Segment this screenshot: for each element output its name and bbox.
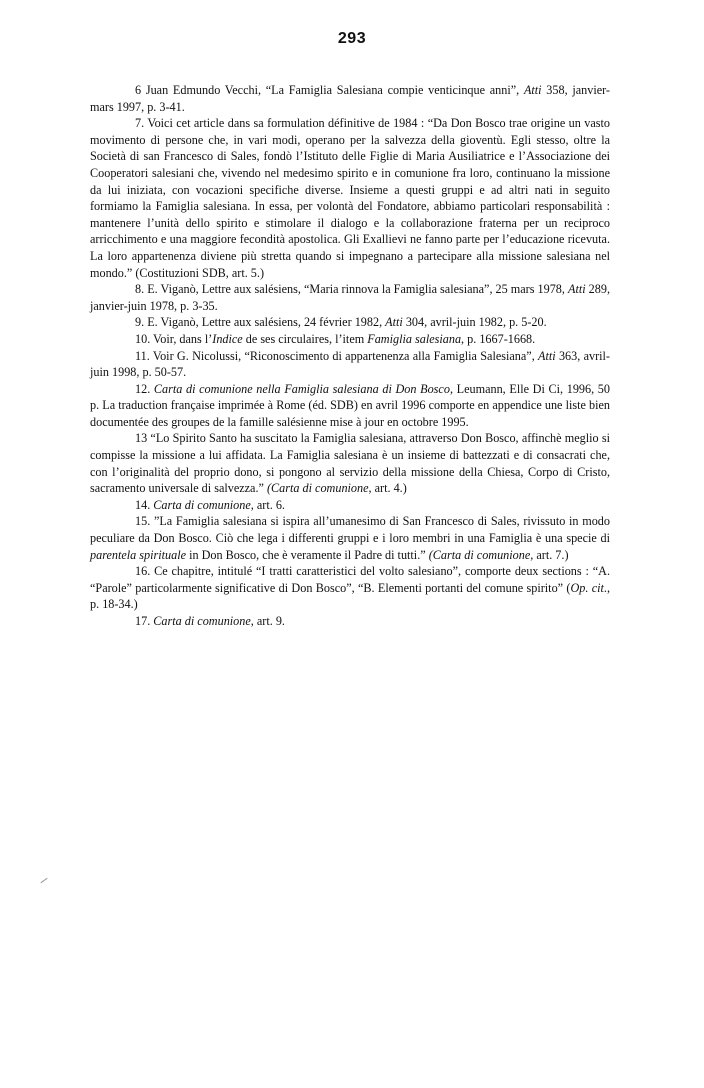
italic-text: Atti bbox=[523, 83, 542, 97]
endnote-9 bbox=[90, 314, 610, 331]
note-text: 289, janvier-juin 1978, p. 3-35. bbox=[90, 282, 611, 313]
endnote-8 bbox=[90, 281, 610, 314]
italic-text: Indice bbox=[212, 331, 243, 346]
note-text: , p. 1667-1668. bbox=[461, 331, 536, 346]
note-text: art. 6. bbox=[253, 497, 285, 512]
endnote-17 bbox=[90, 613, 610, 630]
note-text: , art. 7.) bbox=[530, 547, 569, 562]
italic-text: Carta di comunione nella Famiglia salesiana di Don Bosco bbox=[153, 381, 450, 396]
italic-text: (Carta di comunione bbox=[428, 547, 531, 562]
note-text: 17. bbox=[135, 614, 154, 628]
note-text: 7. Voici cet article dans sa formulation définitive de 1984 : “Da Don Bosco trae origine un vasto movimento di persone che, in vari modi, operano per la salvezza della gioventù. Egli stesso, oltre la Società di san Francesco di Sales, fondò l’Istituto delle Figlie di Maria Ausiliatrice e l’Associazione dei Cooperatori salesiani che, vivendo nel medesimo spirito e in comunione fra loro, continuano la missione da lui iniziata, con vocazioni specifiche diverse. Insieme a questi gruppi e ad altri nati in seguito formiamo la Famiglia salesiana. In essa, per volontà del Fondatore, abbiamo particolari responsabilità : mantenere l’unità dello spirito e stimolare il dialogo e la collaborazione fraterna per un reciproco arricchimento e una maggiore fecondità apostolica. Gli Exallievi ne fanno parte per l’educazione ricevuta. La loro appartenenza diviene più stretta quando si impegnano a partecipare alla missione salesiana nel mondo.” (Costituzioni SDB, art. 5.) bbox=[90, 116, 610, 280]
note-text: , art. 4.) bbox=[368, 481, 407, 496]
italic-text: Carta di comunione bbox=[153, 614, 251, 628]
note-text: 10. Voir, dans l’ bbox=[135, 331, 213, 346]
endnote-14 bbox=[90, 497, 610, 514]
endnote-11 bbox=[90, 348, 610, 381]
italic-text: Carta di comunione, bbox=[153, 497, 254, 512]
page-number: 293 bbox=[337, 30, 367, 47]
note-text: , art. 9. bbox=[250, 614, 285, 628]
note-text: 304, avril-juin 1982, p. 5-20. bbox=[402, 315, 547, 330]
note-text: 9. E. Viganò, Lettre aux salésiens, 24 février 1982, bbox=[135, 315, 386, 330]
note-text: ., p. 18-34.) bbox=[90, 580, 610, 612]
note-text: 363, avril-juin 1998, p. 50-57. bbox=[90, 348, 610, 380]
endnote-13 bbox=[90, 430, 610, 496]
note-text: 8. E. Viganò, Lettre aux salésiens, “Maria rinnova la Famiglia salesiana”, 25 mars 1978, bbox=[135, 282, 569, 297]
italic-text: parentela spirituale bbox=[90, 547, 187, 562]
note-text: de ses circulaires, l’item bbox=[242, 331, 368, 346]
endnote-16 bbox=[90, 563, 610, 613]
italic-text: Atti bbox=[538, 348, 556, 363]
italic-text: Atti bbox=[568, 282, 586, 297]
note-text: 16. Ce chapitre, intitulé “I tratti caratteristici del volto salesiano”, comporte deux sections : “A. “Parole” particolarmente significative di Don Bosco”, “B. Elementi portanti del comune spirito” ( bbox=[90, 564, 610, 595]
note-text: 358, janvier-mars 1997, p. 3-41. bbox=[90, 83, 610, 114]
endnote-15 bbox=[90, 513, 610, 563]
endnote-6 bbox=[90, 82, 610, 115]
endnote-7 bbox=[90, 115, 610, 281]
endnote-10 bbox=[90, 331, 610, 348]
note-text: 15. ”La Famiglia salesiana si ispira all’umanesimo di San Francesco di Sales, rivissuto in modo peculiare da Don Bosco. Ciò che lega i differenti gruppi e i loro membri in una Famiglia è una specie di bbox=[90, 514, 610, 546]
note-text: 12. bbox=[135, 381, 154, 396]
note-text: 6 Juan Edmundo Vecchi, “La Famiglia Salesiana compie venticinque anni”, bbox=[135, 83, 524, 97]
endnotes-list bbox=[90, 82, 610, 630]
endnote-12 bbox=[90, 381, 610, 431]
stray-pen-mark bbox=[40, 878, 47, 883]
italic-text: Atti bbox=[385, 315, 403, 330]
note-text: 13 “Lo Spirito Santo ha suscitato la Famiglia salesiana, attraverso Don Bosco, affinchè meglio si compisse la missione a lui affidata. La Famiglia salesiana è un insieme di battezzati e di consacrati che, con l’originalità del proprio dono, si pongono al servizio della missione della Chiesa, Corpo di Cristo, sacramento universale di salvezza.” bbox=[90, 431, 610, 496]
note-text: , Leumann, Elle Di Ci, 1996, 50 p. La traduction française imprimée à Rome (éd. SDB) en avril 1996 comporte en appendice une liste bien documentée des groupes de la famille salésienne mise à jour en octobre 1995. bbox=[90, 381, 610, 429]
note-text: in Don Bosco, che è veramente il Padre di tutti.” bbox=[186, 547, 429, 562]
italic-text: Op. cit bbox=[570, 580, 604, 595]
note-text: 11. Voir G. Nicolussi, “Riconoscimento di appartenenza alla Famiglia Salesiana”, bbox=[135, 348, 539, 363]
italic-text: (Carta di comunione bbox=[266, 481, 369, 496]
italic-text: Famiglia salesiana bbox=[367, 331, 462, 346]
note-text: 14. bbox=[135, 497, 154, 512]
